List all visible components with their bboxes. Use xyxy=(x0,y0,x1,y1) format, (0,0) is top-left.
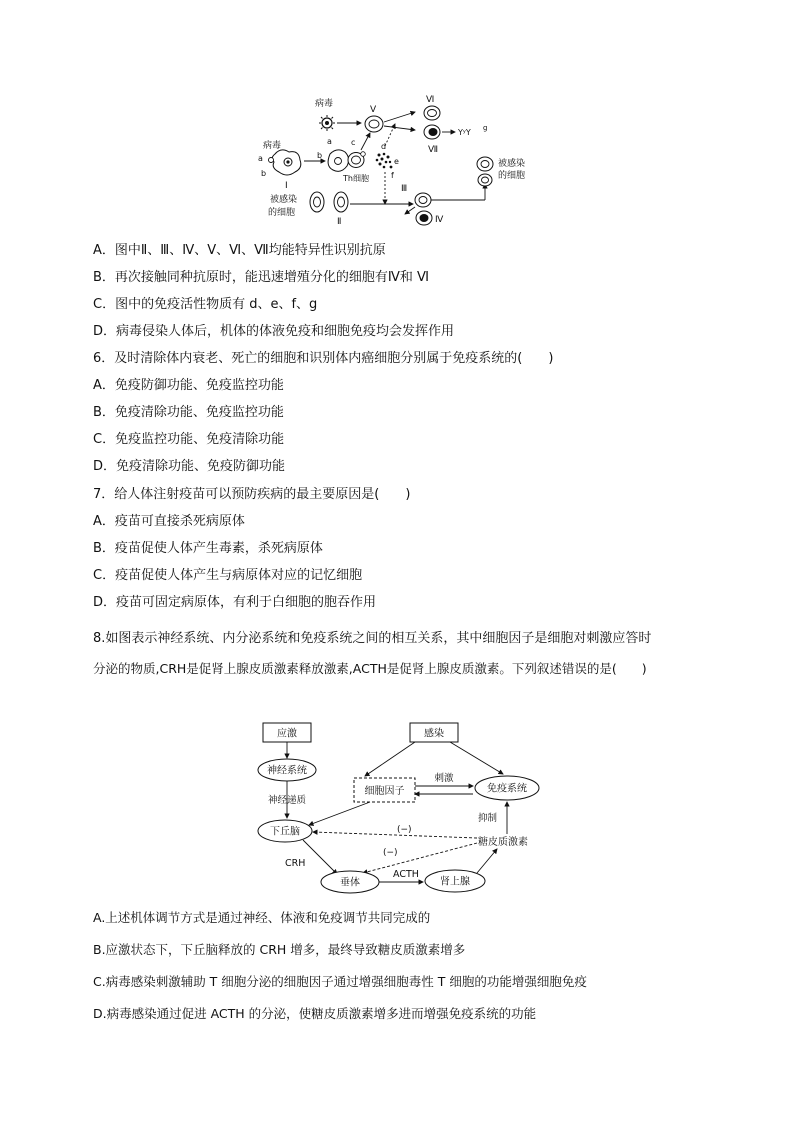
q8-option-c: C.病毒感染刺激辅助 T 细胞分泌的细胞因子通过增强细胞毒性 T 细胞的功能增强细胞免疫 xyxy=(93,974,587,989)
q6-stem: 6．及时清除体内衰老、死亡的细胞和识别体内癌细胞分别属于免疫系统的( ) xyxy=(93,351,554,366)
label-IV: Ⅳ xyxy=(435,215,444,225)
infected-right-label-2: 的细胞 xyxy=(498,171,526,181)
q6-option-a: A．免疫防御功能、免疫监控功能 xyxy=(93,378,284,393)
q7-option-d: D．疫苗可固定病原体，有利于白细胞的胞吞作用 xyxy=(93,595,377,610)
infected-left-label-2: 的细胞 xyxy=(268,208,296,218)
label-f: f xyxy=(391,171,394,180)
q6-option-d: D．免疫清除功能、免疫防御功能 xyxy=(93,459,286,474)
label-VI: Ⅵ xyxy=(426,95,435,105)
pituitary-label: 垂体 xyxy=(340,877,360,889)
crh-label: CRH xyxy=(285,858,306,869)
neurotransmitter-label: 神经递质 xyxy=(267,795,307,806)
hypothalamus-label: 下丘脑 xyxy=(270,826,300,838)
glucocorticoid-label: 糖皮质激素 xyxy=(478,837,528,848)
q5-option-d: D．病毒侵染人体后，机体的体液免疫和细胞免疫均会发挥作用 xyxy=(93,324,455,339)
label-d: d xyxy=(381,142,387,151)
q8-stem-line2: 分泌的物质,CRH是促肾上腺皮质激素释放激素,ACTH是促肾上腺皮质激素。下列叙述错误的是( ) xyxy=(93,661,647,676)
immune-diagram xyxy=(255,92,535,227)
cell-IV xyxy=(416,211,432,225)
label-b-mid: b xyxy=(317,151,323,160)
cell-V xyxy=(365,116,383,132)
q8-option-b: B.应激状态下，下丘脑释放的 CRH 增多，最终导致糖皮质激素增多 xyxy=(93,942,466,957)
cytokine-dots-icon xyxy=(376,153,393,169)
q8-option-a: A.上述机体调节方式是通过神经、体液和免疫调节共同完成的 xyxy=(93,910,431,925)
label-III: Ⅲ xyxy=(401,184,408,194)
label-e: e xyxy=(394,157,399,166)
adrenal-label: 肾上腺 xyxy=(440,876,470,888)
cell-VII xyxy=(424,125,440,139)
cell-III xyxy=(415,193,431,207)
virus-left-label: 病毒 xyxy=(263,141,282,151)
cell-VI xyxy=(424,106,440,120)
label-a-left: a xyxy=(258,154,263,163)
immune-system-label: 免疫系统 xyxy=(487,783,527,795)
infection-label: 感染 xyxy=(424,728,444,740)
q7-option-a: A．疫苗可直接杀死病原体 xyxy=(93,514,245,529)
label-g: g xyxy=(483,124,488,132)
negative-feedback-1: (−) xyxy=(397,825,412,835)
label-VII: Ⅶ xyxy=(428,145,439,155)
negative-feedback-2: (−) xyxy=(383,848,398,858)
nervous-system-label: 神经系统 xyxy=(267,765,307,777)
virus-top-label: 病毒 xyxy=(315,99,334,109)
th-cell xyxy=(348,152,365,168)
stimulate-label: 刺激 xyxy=(434,773,454,784)
label-c: c xyxy=(351,138,356,147)
infected-cell-left xyxy=(310,192,324,212)
virus-top-icon xyxy=(319,115,335,131)
infected-cell-right xyxy=(477,157,493,186)
q6-option-c: C．免疫监控功能、免疫清除功能 xyxy=(93,432,285,447)
regulation-diagram xyxy=(245,718,545,900)
q7-option-b: B．疫苗促使人体产生毒素，杀死病原体 xyxy=(93,541,323,556)
cell-I xyxy=(269,150,301,175)
q7-stem: 7．给人体注射疫苗可以预防疾病的最主要原因是( ) xyxy=(93,487,411,502)
q5-option-b: B．再次接触同种抗原时，能迅速增殖分化的细胞有Ⅳ和 Ⅵ xyxy=(93,270,430,285)
q7-option-c: C．疫苗促使人体产生与病原体对应的记忆细胞 xyxy=(93,568,363,583)
q5-option-c: C．图中的免疫活性物质有 d、e、f、g xyxy=(93,297,318,312)
infected-left-label-1: 被感染 xyxy=(270,195,298,205)
infected-right-label-1: 被感染 xyxy=(498,159,526,169)
label-V: Ⅴ xyxy=(370,105,377,115)
acth-label: ACTH xyxy=(393,869,419,880)
q8-stem-line1: 8.如图表示神经系统、内分泌系统和免疫系统之间的相互关系，其中细胞因子是细胞对刺激应答时 xyxy=(93,631,652,646)
cytokine-label: 细胞因子 xyxy=(364,786,405,797)
label-I: Ⅰ xyxy=(285,181,288,191)
label-b-left: b xyxy=(261,169,267,178)
q8-option-d: D.病毒感染通过促进 ACTH 的分泌，使糖皮质激素增多进而增强免疫系统的功能 xyxy=(93,1006,537,1021)
label-a-mid: a xyxy=(327,137,332,146)
q6-option-b: B．免疫清除功能、免疫监控功能 xyxy=(93,405,284,420)
stress-label: 应激 xyxy=(277,728,297,740)
q5-option-a: A．图中Ⅱ、Ⅲ、Ⅳ、Ⅴ、Ⅵ、Ⅶ均能特异性识别抗原 xyxy=(93,243,386,258)
label-II: Ⅱ xyxy=(337,217,342,227)
antibody-icon: YʸY xyxy=(458,128,471,137)
inhibit-label: 抑制 xyxy=(478,813,498,824)
cell-II xyxy=(334,192,348,212)
th-cell-label: Th细胞 xyxy=(343,174,369,183)
antigen-presenting-cell xyxy=(328,150,349,171)
